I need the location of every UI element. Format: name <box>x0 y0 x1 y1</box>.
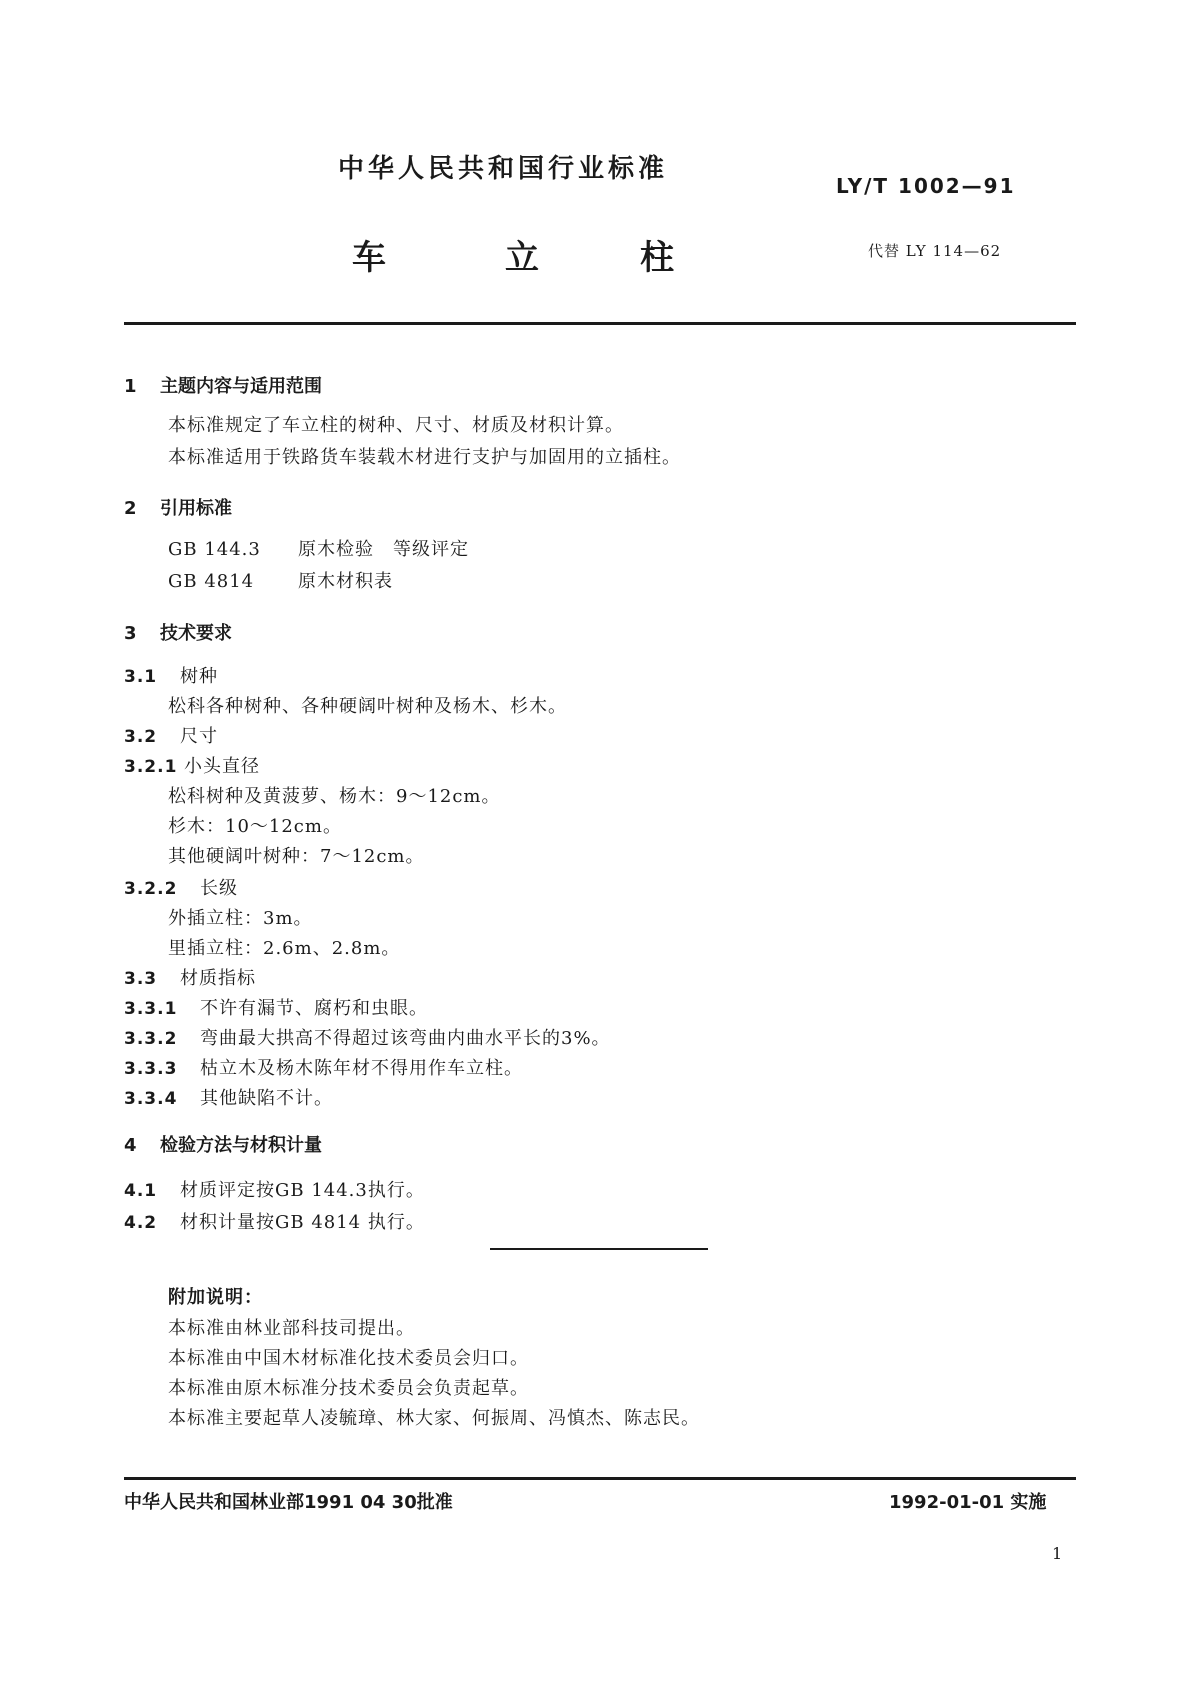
section-3-heading <box>124 619 232 645</box>
doc-title-char-1: 车 <box>352 238 386 278</box>
list-item <box>124 1024 611 1050</box>
standard-code: LY/T 1002—91 <box>836 174 1016 198</box>
subsection-title: 长级 <box>200 878 238 899</box>
list-item <box>124 1176 425 1202</box>
item-number: 3.3.4 <box>124 1089 178 1109</box>
item-text: 枯立木及杨木陈年材不得用作车立柱。 <box>200 1058 523 1079</box>
subsection-number: 3.2 <box>124 727 158 747</box>
paragraph: 其他硬阔叶树种：7～12cm。 <box>168 846 425 867</box>
note-line: 本标准主要起草人凌毓璋、林大家、何振周、冯慎杰、陈志民。 <box>168 1408 700 1429</box>
notes-heading: 附加说明： <box>168 1287 263 1308</box>
doc-title-char-2: 立 <box>505 238 539 278</box>
note-line: 本标准由中国木材标准化技术委员会归口。 <box>168 1348 529 1369</box>
reference-code: GB 144.3 <box>168 539 261 560</box>
paragraph: 松科树种及黄菠萝、杨木：9～12cm。 <box>168 786 501 807</box>
subsection-number: 3.2.2 <box>124 879 178 899</box>
item-text: 材积计量按GB 4814 执行。 <box>180 1212 425 1233</box>
subsection-number: 3.2.1 <box>124 757 178 777</box>
note-line: 本标准由林业部科技司提出。 <box>168 1318 415 1339</box>
paragraph: 松科各种树种、各种硬阔叶树种及杨木、杉木。 <box>168 696 567 717</box>
section-title: 技术要求 <box>160 623 232 644</box>
reference-item <box>168 567 393 593</box>
item-number: 4.1 <box>124 1181 158 1201</box>
subsection-number: 3.1 <box>124 667 158 687</box>
effective-date: 1992-01-01 实施 <box>889 1492 1047 1513</box>
paragraph: 里插立柱：2.6m、2.8m。 <box>168 938 401 959</box>
item-text: 不许有漏节、腐朽和虫眼。 <box>200 998 428 1019</box>
reference-name: 原木材积表 <box>298 571 393 592</box>
replaces-note: 代替 LY 114—62 <box>868 242 1002 260</box>
section-end-rule <box>490 1248 708 1250</box>
item-number: 3.3.3 <box>124 1059 178 1079</box>
reference-code: GB 4814 <box>168 571 255 592</box>
section-4-heading <box>124 1131 322 1157</box>
doc-title-char-3: 柱 <box>640 238 674 278</box>
section-number: 1 <box>124 376 137 397</box>
subsection-title: 树种 <box>180 666 218 687</box>
subsection-3-3 <box>124 964 256 990</box>
section-number: 2 <box>124 498 137 519</box>
reference-item <box>168 535 469 561</box>
paragraph: 外插立柱：3m。 <box>168 908 313 929</box>
subsection-3-2 <box>124 722 218 748</box>
subsection-3-1 <box>124 662 218 688</box>
list-item <box>124 1208 425 1234</box>
approval-date: 中华人民共和国林业部1991 04 30批准 <box>124 1492 453 1513</box>
item-text: 材质评定按GB 144.3执行。 <box>180 1180 425 1201</box>
list-item <box>124 1054 523 1080</box>
item-number: 4.2 <box>124 1213 158 1233</box>
section-number: 4 <box>124 1135 137 1156</box>
list-item <box>124 994 428 1020</box>
subsection-3-2-1 <box>124 752 260 778</box>
section-title: 引用标准 <box>160 498 232 519</box>
item-text: 弯曲最大拱高不得超过该弯曲内曲水平长的3%。 <box>200 1028 611 1049</box>
subsection-title: 小头直径 <box>184 756 260 777</box>
subsection-3-2-2 <box>124 874 238 900</box>
item-number: 3.3.2 <box>124 1029 178 1049</box>
page-number: 1 <box>1052 1544 1063 1563</box>
subsection-title: 尺寸 <box>180 726 218 747</box>
paragraph: 杉木：10～12cm。 <box>168 816 342 837</box>
item-text: 其他缺陷不计。 <box>200 1088 333 1109</box>
section-number: 3 <box>124 623 137 644</box>
list-item <box>124 1084 333 1110</box>
paragraph: 本标准适用于铁路货车装载木材进行支护与加固用的立插柱。 <box>168 447 681 468</box>
section-2-heading <box>124 494 232 520</box>
footer-rule <box>124 1477 1076 1480</box>
note-line: 本标准由原木标准分技术委员会负责起草。 <box>168 1378 529 1399</box>
paragraph: 本标准规定了车立柱的树种、尺寸、材质及材积计算。 <box>168 415 624 436</box>
reference-name: 原木检验 等级评定 <box>298 539 469 560</box>
header-rule <box>124 322 1076 325</box>
subsection-title: 材质指标 <box>180 968 256 989</box>
subsection-number: 3.3 <box>124 969 158 989</box>
standard-type-heading: 中华人民共和国行业标准 <box>338 154 669 184</box>
section-title: 检验方法与材积计量 <box>160 1135 322 1156</box>
section-1-heading <box>124 372 322 398</box>
item-number: 3.3.1 <box>124 999 178 1019</box>
section-title: 主题内容与适用范围 <box>160 376 322 397</box>
